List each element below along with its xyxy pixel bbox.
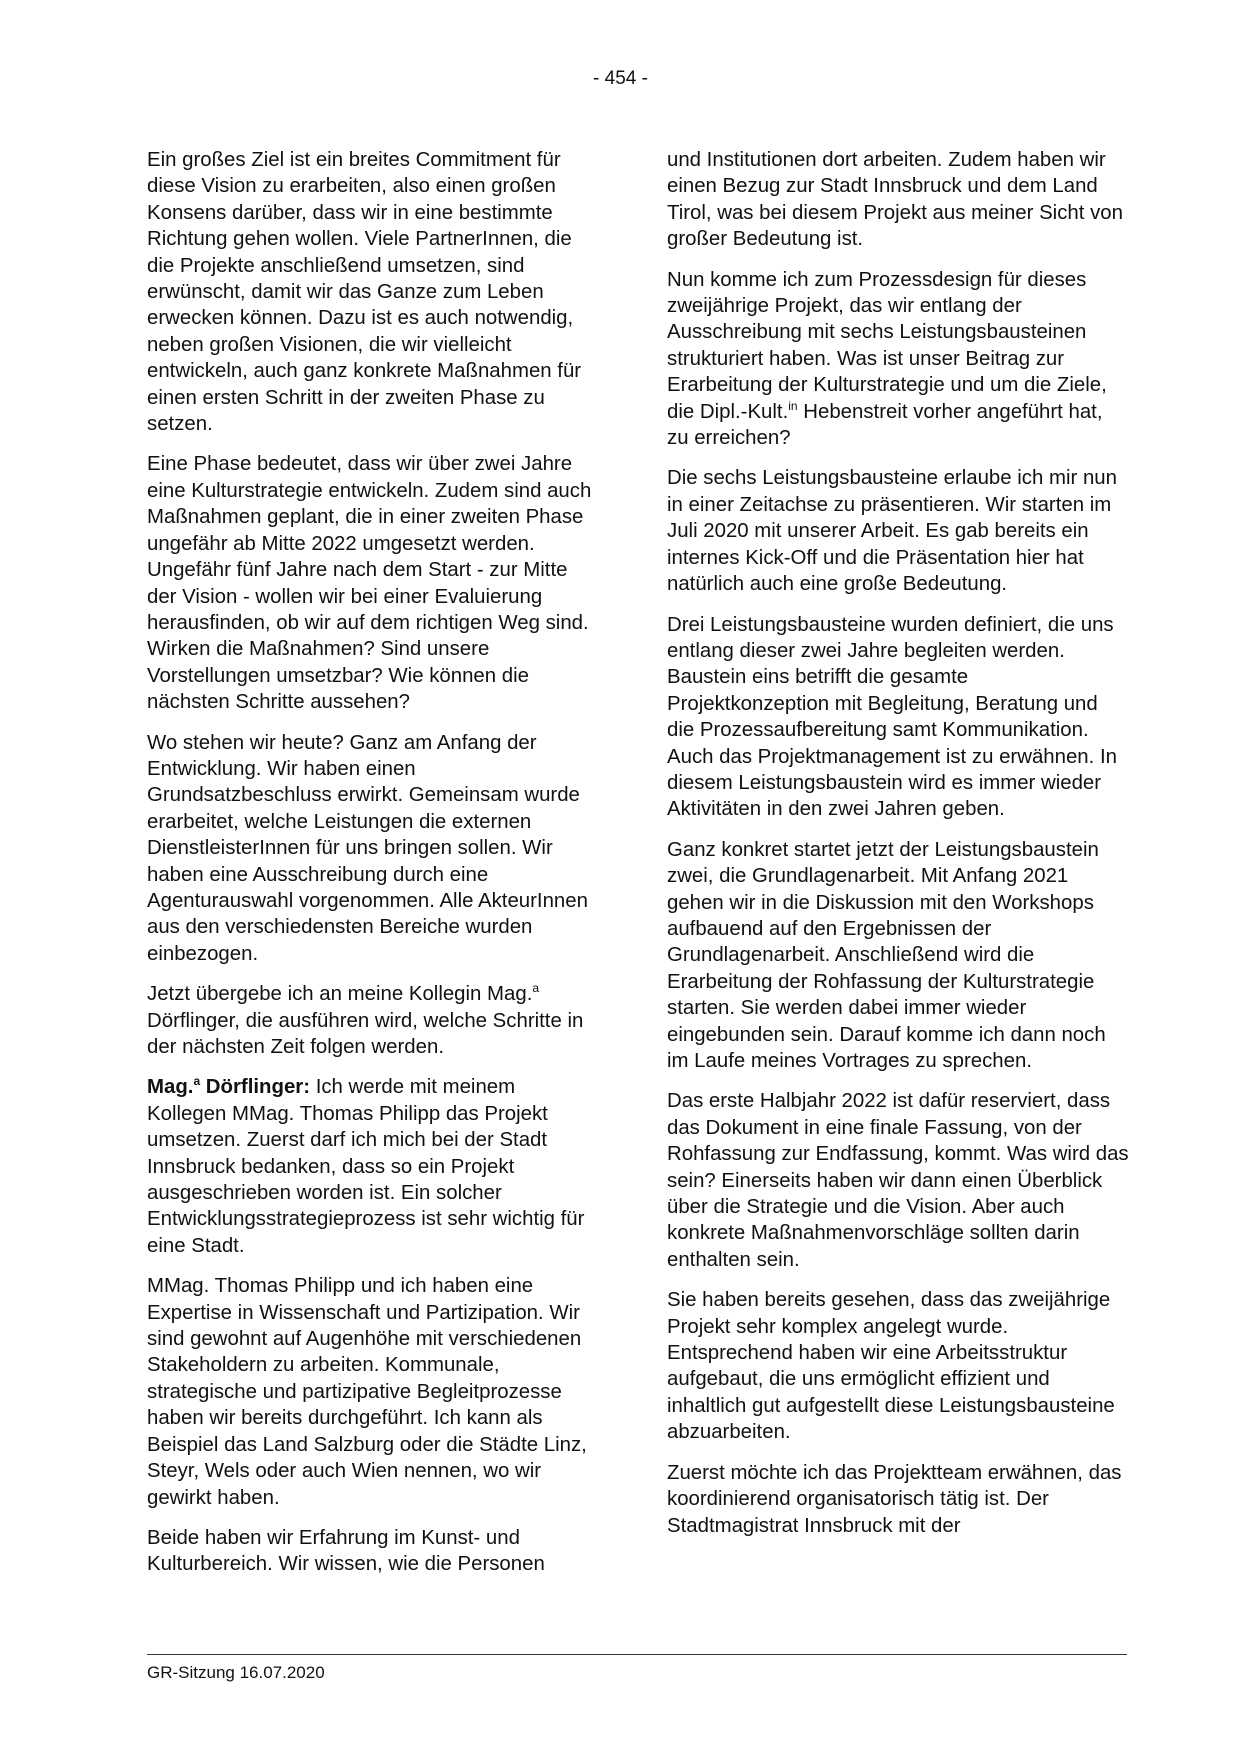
text-run: Hebenstreit vorher angeführt hat, zu erreichen? [667, 400, 1103, 450]
paragraph: Eine Phase bedeutet, dass wir über zwei Jahre eine Kulturstrategie entwickeln. Zudem sind auch Maßnahmen geplant, die in einer zweiten Phase ungefähr ab Mitte 2022 umgesetzt werden. Ungefähr fünf Jahre nach dem Start - zur Mitte der Vision - wollen wir bei einer Evaluierung herausfinden, ob wir auf dem richtigen Weg sind. Wirken die Maßnahmen? Sind unsere Vorstellungen umsetzbar? Wie können die nächsten Schritte aussehen? [147, 453, 592, 714]
paragraph: Zuerst möchte ich das Projektteam erwähnen, das koordinierend organisatorisch tätig ist. Der Stadtmagistrat Innsbruck mit der [667, 1461, 1122, 1537]
paragraph [667, 267, 1129, 452]
paragraph [147, 981, 599, 1060]
left-column [147, 147, 599, 1592]
speaker-title: Mag. [147, 1076, 194, 1099]
text-run: Dörflinger, die ausführen wird, welche Schritte in der nächsten Zeit folgen werden. [147, 1009, 584, 1058]
page-number: - 454 - [593, 68, 648, 89]
paragraph: Drei Leistungsbausteine wurden definiert, die uns entlang dieser zwei Jahre begleiten werden. Baustein eins betrifft die gesamte Projektkonzeption mit Begleitung, Beratung und die Prozessaufbereitung samt Kommunikation. Auch das Projektmanagement ist zu erwähnen. In diesem Leistungsbaustein wird es immer wieder Aktivitäten in den zwei Jahren geben. [667, 613, 1117, 821]
text-run: Nun komme ich zum Prozessdesign für dieses zweijährige Projekt, das wir entlang der Ausschreibung mit sechs Leistungsbausteinen strukturiert haben. Was ist unser Beitrag zur Erarbeitung der Kulturstrategie und um die Ziele, die Dipl.-Kult. [667, 268, 1107, 423]
paragraph: Die sechs Leistungsbausteine erlaube ich mir nun in einer Zeitachse zu präsentieren. Wir starten im Juli 2020 mit unserer Arbeit. Es gab bereits ein internes Kick-Off und die Präsentation hier hat natürlich auch eine große Bedeutung. [667, 467, 1117, 596]
text-run: Ich werde mit meinem Kollegen MMag. Thomas Philipp das Projekt umsetzen. Zuerst darf ich mich bei der Stadt Innsbruck bedanken, dass so ein Projekt ausgeschrieben worden ist. Ein solcher Entwicklungsstrategieprozess ist sehr wichtig für eine Stadt. [147, 1076, 585, 1257]
paragraph: Ganz konkret startet jetzt der Leistungsbaustein zwei, die Grundlagenarbeit. Mit Anfang 2021 gehen wir in die Diskussion mit den Workshops aufbauend auf den Ergebnissen der Grundlagenarbeit. Anschließend wird die Erarbeitung der Rohfassung der Kulturstrategie starten. Sie werden dabei immer wieder eingebunden sein. Darauf komme ich dann noch im Laufe meines Vortrages zu sprechen. [667, 838, 1106, 1072]
paragraph: Das erste Halbjahr 2022 ist dafür reserviert, dass das Dokument in eine finale Fassung, von der Rohfassung zur Endfassung, kommt. Was wird das sein? Einerseits haben wir dann einen Überblick über die Strategie und die Vision. Aber auch konkrete Maßnahmenvorschläge sollten darin enthalten sein. [667, 1090, 1129, 1271]
speaker-surname: Dörflinger: [200, 1076, 311, 1099]
superscript: in [788, 398, 798, 413]
paragraph: MMag. Thomas Philipp und ich haben eine Expertise in Wissenschaft und Partizipation. Wir sind gewohnt auf Augenhöhe mit verschiedenen Stakeholdern zu arbeiten. Kommunale, strategische und partizipative Begleitprozesse haben wir bereits durchgeführt. Ich kann als Beispiel das Land Salzburg oder die Städte Linz, Steyr, Wels oder auch Wien nennen, wo wir gewirkt haben. [147, 1275, 587, 1509]
superscript: a [193, 1074, 201, 1089]
paragraph [147, 1074, 599, 1259]
speaker-name [147, 1076, 310, 1098]
paragraph: Sie haben bereits gesehen, dass das zweijährige Projekt sehr komplex angelegt wurde. Entsprechend haben wir eine Arbeitsstruktur aufgebaut, die uns ermöglicht effizient und inhaltlich gut aufgestellt diese Leistungsbausteine abzuarbeiten. [667, 1289, 1115, 1444]
right-column [667, 147, 1129, 1553]
superscript: a [532, 981, 540, 996]
paragraph: Wo stehen wir heute? Ganz am Anfang der Entwicklung. Wir haben einen Grundsatzbeschluss erwirkt. Gemeinsam wurde erarbeitet, welche Leistungen die externen DienstleisterInnen für uns bringen sollen. Wir haben eine Ausschreibung durch eine Agenturauswahl vorgenommen. Alle AkteurInnen aus den verschiedensten Bereiche wurden einbezogen. [147, 731, 588, 965]
text-run: Jetzt übergebe ich an meine Kollegin Mag. [147, 983, 533, 1006]
paragraph: Ein großes Ziel ist ein breites Commitment für diese Vision zu erarbeiten, also einen großen Konsens darüber, dass wir in eine bestimmte Richtung gehen wollen. Viele PartnerInnen, die die Projekte anschließend umsetzen, sind erwünscht, damit wir das Ganze zum Leben erwecken können. Dazu ist es auch notwendig, neben großen Visionen, die wir vielleicht entwickeln, auch ganz konkrete Maßnahmen für einen ersten Schritt in der zweiten Phase zu setzen. [147, 149, 582, 436]
footer-text: GR-Sitzung 16.07.2020 [147, 1663, 325, 1682]
paragraph: und Institutionen dort arbeiten. Zudem haben wir einen Bezug zur Stadt Innsbruck und dem Land Tirol, was bei diesem Projekt aus meiner Sicht von großer Bedeutung ist. [667, 149, 1123, 251]
paragraph: Beide haben wir Erfahrung im Kunst- und Kulturbereich. Wir wissen, wie die Personen [147, 1526, 545, 1576]
footer-divider [147, 1654, 1127, 1655]
